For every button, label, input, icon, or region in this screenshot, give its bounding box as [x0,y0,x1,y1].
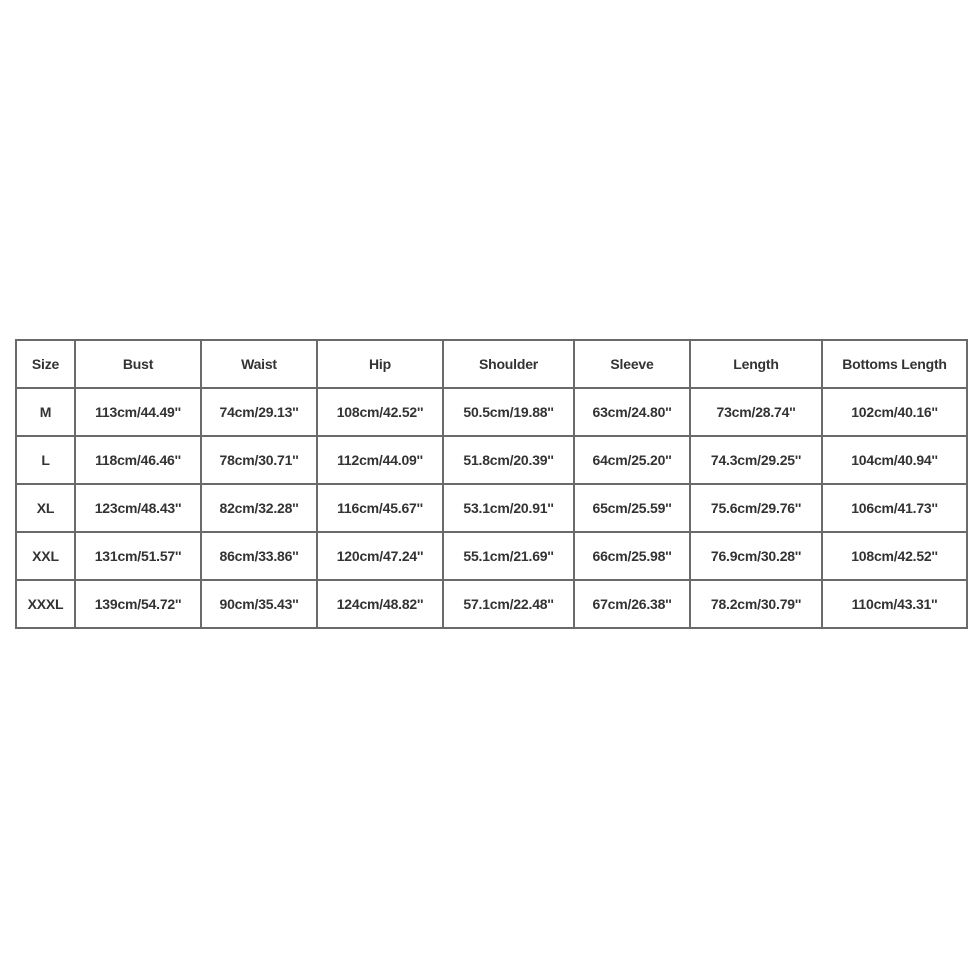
hip-cell: 124cm/48.82'' [317,580,443,628]
header-hip: Hip [317,340,443,388]
header-size: Size [16,340,75,388]
waist-cell: 86cm/33.86'' [201,532,317,580]
header-shoulder: Shoulder [443,340,574,388]
shoulder-cell: 50.5cm/19.88'' [443,388,574,436]
bust-cell: 113cm/44.49'' [75,388,201,436]
bottoms-length-cell: 108cm/42.52'' [822,532,967,580]
bottoms-length-cell: 110cm/43.31'' [822,580,967,628]
bottoms-length-cell: 104cm/40.94'' [822,436,967,484]
hip-cell: 120cm/47.24'' [317,532,443,580]
waist-cell: 82cm/32.28'' [201,484,317,532]
hip-cell: 112cm/44.09'' [317,436,443,484]
bust-cell: 131cm/51.57'' [75,532,201,580]
waist-cell: 78cm/30.71'' [201,436,317,484]
length-cell: 73cm/28.74'' [690,388,822,436]
length-cell: 75.6cm/29.76'' [690,484,822,532]
length-cell: 76.9cm/30.28'' [690,532,822,580]
hip-cell: 108cm/42.52'' [317,388,443,436]
waist-cell: 90cm/35.43'' [201,580,317,628]
shoulder-cell: 53.1cm/20.91'' [443,484,574,532]
sleeve-cell: 64cm/25.20'' [574,436,690,484]
table-row [16,580,967,628]
table-row [16,484,967,532]
size-cell: XXXL [16,580,75,628]
bust-cell: 123cm/48.43'' [75,484,201,532]
table-row [16,436,967,484]
length-cell: 74.3cm/29.25'' [690,436,822,484]
sleeve-cell: 67cm/26.38'' [574,580,690,628]
sleeve-cell: 65cm/25.59'' [574,484,690,532]
header-waist: Waist [201,340,317,388]
waist-cell: 74cm/29.13'' [201,388,317,436]
size-cell: XXL [16,532,75,580]
size-chart-table [15,339,968,629]
hip-cell: 116cm/45.67'' [317,484,443,532]
bottoms-length-cell: 102cm/40.16'' [822,388,967,436]
size-cell: M [16,388,75,436]
table-row [16,388,967,436]
sleeve-cell: 63cm/24.80'' [574,388,690,436]
header-bust: Bust [75,340,201,388]
shoulder-cell: 51.8cm/20.39'' [443,436,574,484]
header-sleeve: Sleeve [574,340,690,388]
shoulder-cell: 57.1cm/22.48'' [443,580,574,628]
size-cell: L [16,436,75,484]
header-bottoms-length: Bottoms Length [822,340,967,388]
table-header-row [16,340,967,388]
bottoms-length-cell: 106cm/41.73'' [822,484,967,532]
size-cell: XL [16,484,75,532]
bust-cell: 139cm/54.72'' [75,580,201,628]
length-cell: 78.2cm/30.79'' [690,580,822,628]
header-length: Length [690,340,822,388]
bust-cell: 118cm/46.46'' [75,436,201,484]
sleeve-cell: 66cm/25.98'' [574,532,690,580]
table-row [16,532,967,580]
shoulder-cell: 55.1cm/21.69'' [443,532,574,580]
